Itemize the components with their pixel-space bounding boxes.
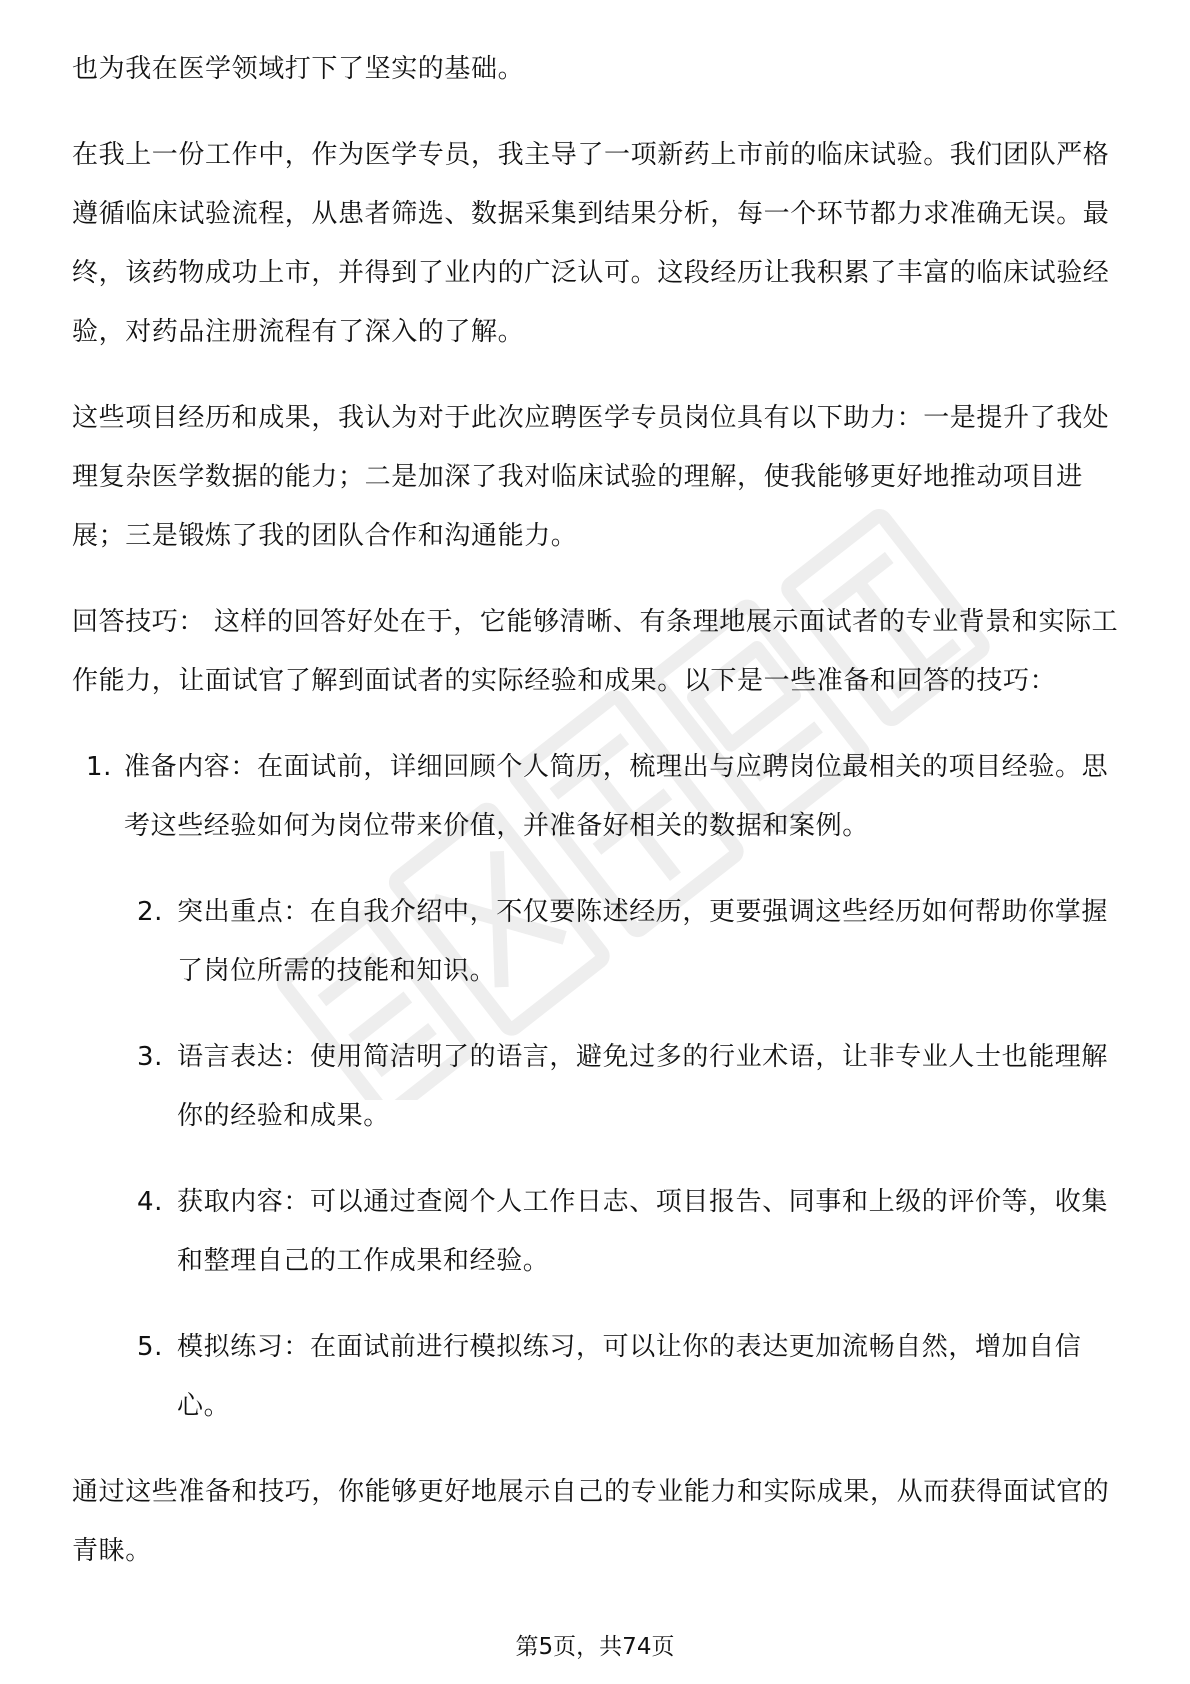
list-item-text: 语言表达：使用简洁明了的语言，避免过多的行业术语，让非专业人士也能理解你的经验和成果。 bbox=[177, 1042, 1109, 1131]
list-item-text: 模拟练习：在面试前进行模拟练习，可以让你的表达更加流畅自然，增加自信心。 bbox=[177, 1332, 1082, 1421]
paragraph-closing: 通过这些准备和技巧，你能够更好地展示自己的专业能力和实际成果，从而获得面试官的青睐。 bbox=[72, 1477, 1110, 1566]
paragraph-continuation: 也为我在医学领域打下了坚实的基础。 bbox=[72, 54, 525, 84]
list-item-number: 1. bbox=[86, 752, 113, 782]
list-item bbox=[72, 1173, 1122, 1291]
list-item-text: 准备内容：在面试前，详细回顾个人简历，梳理出与应聘岗位最相关的项目经验。思考这些经验如何为岗位带来价值，并准备好相关的数据和案例。 bbox=[124, 752, 1109, 841]
list-item-number: 3. bbox=[137, 1042, 164, 1072]
list-item bbox=[72, 1028, 1122, 1146]
list-item bbox=[72, 1318, 1122, 1436]
page-number-footer: 第5页，共74页 bbox=[515, 1634, 675, 1660]
list-item-number: 4. bbox=[137, 1187, 164, 1217]
paragraph-clinical-trial: 在我上一份工作中，作为医学专员，我主导了一项新药上市前的临床试验。我们团队严格遵循临床试验流程，从患者筛选、数据采集到结果分析，每一个环节都力求准确无误。最终，该药物成功上市，并得到了业内的广泛认可。这段经历让我积累了丰富的临床试验经验，对药品注册流程有了深入的了解。 bbox=[72, 140, 1110, 347]
document-body bbox=[72, 40, 1122, 1581]
list-item-number: 5. bbox=[137, 1332, 164, 1362]
tips-list bbox=[72, 738, 1122, 1436]
list-item bbox=[72, 738, 1122, 856]
list-item bbox=[72, 883, 1122, 1001]
list-item-text: 获取内容：可以通过查阅个人工作日志、项目报告、同事和上级的评价等，收集和整理自己的工作成果和经验。 bbox=[177, 1187, 1109, 1276]
list-item-number: 2. bbox=[137, 897, 164, 927]
paragraph-project-benefits: 这些项目经历和成果，我认为对于此次应聘医学专员岗位具有以下助力：一是提升了我处理复杂医学数据的能力；二是加深了我对临床试验的理解，使我能够更好地推动项目进展；三是锻炼了我的团队合作和沟通能力。 bbox=[72, 403, 1110, 551]
paragraph-answer-tips: 回答技巧： 这样的回答好处在于，它能够清晰、有条理地展示面试者的专业背景和实际工作能力，让面试官了解到面试者的实际经验和成果。以下是一些准备和回答的技巧： bbox=[72, 607, 1119, 696]
list-item-text: 突出重点：在自我介绍中，不仅要陈述经历，更要强调这些经历如何帮助你掌握了岗位所需的技能和知识。 bbox=[177, 897, 1109, 986]
